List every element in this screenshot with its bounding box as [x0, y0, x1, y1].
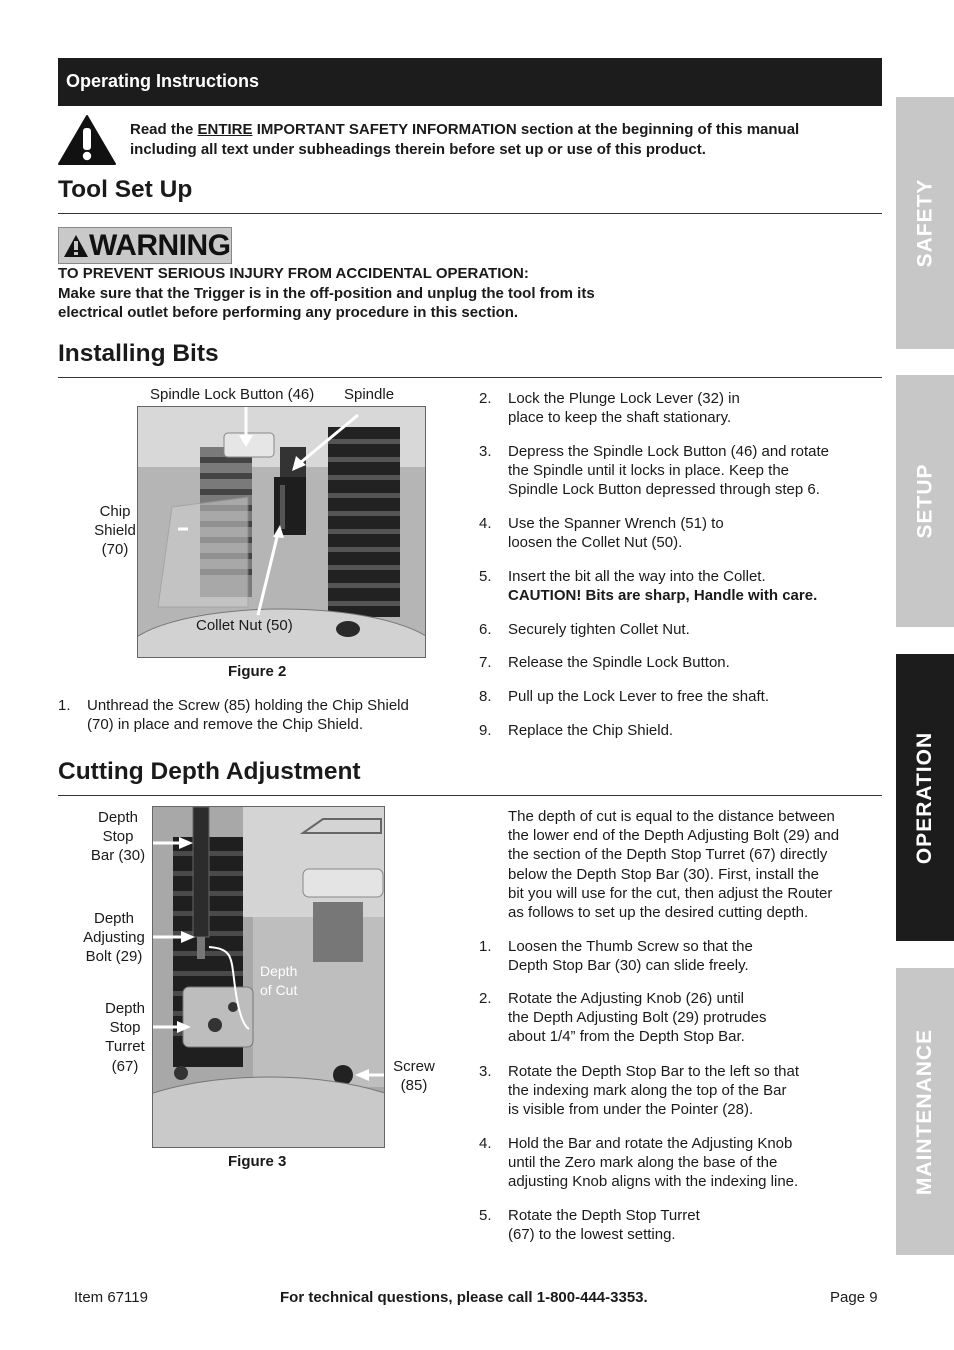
callout-spindle-lock-button: Spindle Lock Button (46) [150, 386, 315, 403]
section-header-title: Operating Instructions [66, 71, 260, 91]
tab-maintenance-label: MAINTENANCE [913, 1028, 937, 1195]
tab-setup-label: SETUP [913, 463, 937, 539]
figure-2-caption: Figure 2 [228, 663, 287, 680]
figure-3-caption: Figure 3 [228, 1153, 287, 1170]
tab-safety[interactable] [896, 97, 954, 349]
divider [58, 795, 882, 796]
callout-depth-of-cut: Depth of Cut [260, 963, 298, 998]
divider [58, 377, 882, 378]
callout-screw: Screw (85) [393, 1058, 435, 1095]
callout-depth-adjusting-bolt: Depth Adjusting Bolt (29) [83, 910, 145, 966]
warning-badge [58, 227, 232, 264]
safety-notice: Read the ENTIRE IMPORTANT SAFETY INFORMATION section at the beginning of this manual including all text under subheadings therein before set up or use of this product. [130, 121, 800, 158]
tab-safety-label: SAFETY [913, 178, 936, 268]
footer-support-line: For technical questions, please call 1-800-444-3353. [280, 1289, 648, 1306]
safety-notice-emphasis: ENTIRE [197, 121, 253, 138]
warning-text [58, 264, 658, 323]
warning-lead: TO PREVENT SERIOUS INJURY FROM ACCIDENTAL OPERATION: [58, 265, 529, 282]
callout-depth-stop-bar: Depth Stop Bar (30) [90, 809, 146, 865]
tab-operation[interactable] [896, 654, 954, 941]
tab-maintenance[interactable] [896, 968, 954, 1255]
warning-label: WARNING [89, 228, 231, 262]
callout-collet-nut: Collet Nut (50) [196, 617, 293, 634]
warning-triangle-icon [57, 114, 117, 166]
tab-setup[interactable] [896, 375, 954, 627]
footer-item-number: Item 67119 [74, 1289, 148, 1306]
installing-bits-heading: Installing Bits [58, 340, 219, 367]
tool-setup-heading: Tool Set Up [58, 176, 193, 203]
callout-chip-shield: Chip Shield (70) [94, 503, 136, 559]
cutting-depth-heading: Cutting Depth Adjustment [58, 758, 361, 785]
section-header-bar [58, 58, 882, 106]
warning-body: Make sure that the Trigger is in the off-position and unplug the tool from its electrical outlet before performing any procedure in this section. [58, 284, 595, 321]
divider [58, 213, 882, 214]
footer-page-number: Page 9 [830, 1289, 878, 1306]
warning-triangle-icon [63, 234, 89, 258]
tab-operation-label: OPERATION [913, 731, 937, 864]
callout-spindle: Spindle [344, 386, 395, 403]
cutting-depth-intro: The depth of cut is equal to the distance between the lower end of the Depth Adjusting Bolt (29) and the section of the Depth Stop Turret (67) directly below the Depth Stop Bar (30). First, install the bit you will use for the cut, then adjust the Router as follows to set up the desired cutting depth. [508, 808, 840, 922]
callout-depth-stop-turret: Depth Stop Turret (67) [104, 1000, 146, 1075]
caution-text: CAUTION! Bits are sharp, Handle with care. [508, 587, 818, 605]
